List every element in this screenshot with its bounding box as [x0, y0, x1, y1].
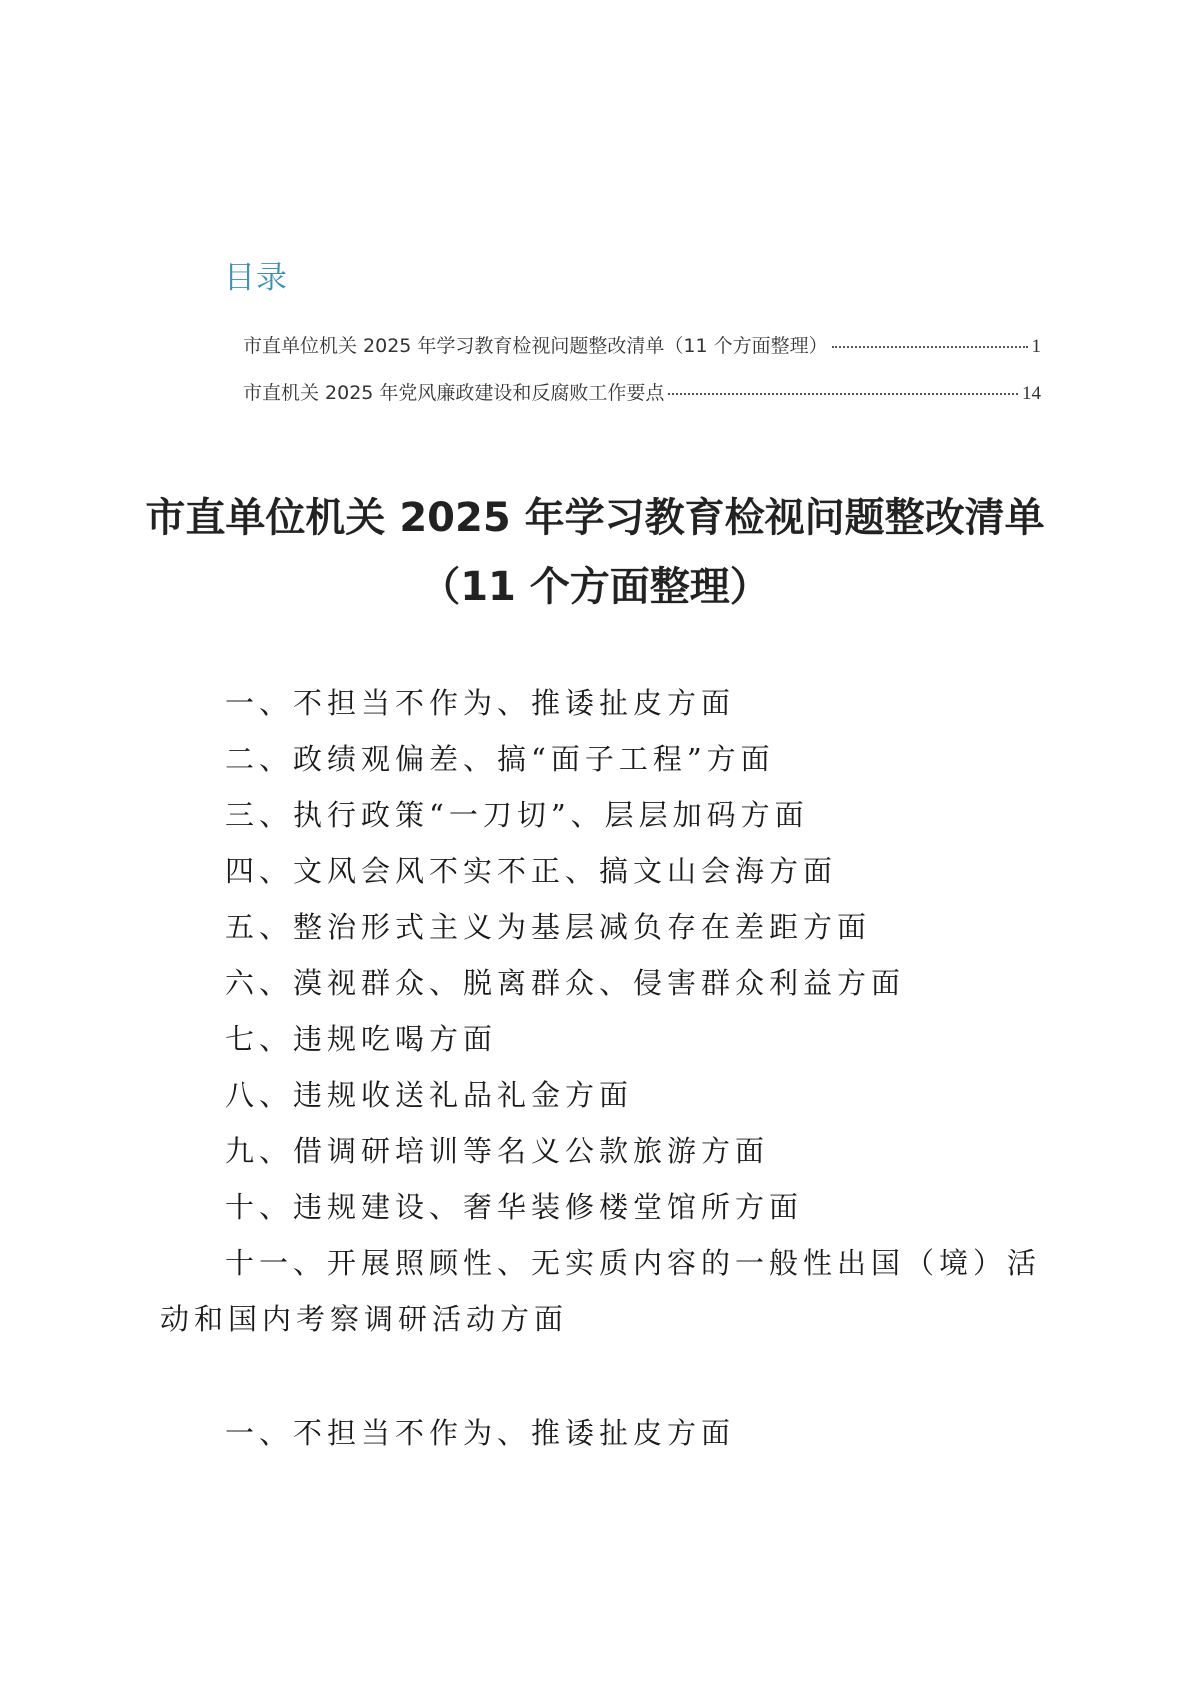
toc-dot-leader	[832, 346, 1028, 348]
toc-entry-page: 14	[1022, 383, 1041, 404]
list-item: 一、不担当不作为、推诿扯皮方面	[225, 686, 736, 720]
document-title-line-2: （11 个方面整理）	[420, 564, 770, 610]
toc-entry[interactable]	[243, 331, 1041, 361]
list-item: 九、借调研培训等名义公款旅游方面	[225, 1134, 770, 1168]
toc-entry-title: 市直机关 2025 年党风廉政建设和反腐败工作要点	[243, 382, 665, 404]
toc-heading: 目录	[224, 260, 288, 296]
list-item: 二、政绩观偏差、搞“面子工程”方面	[225, 742, 775, 776]
toc-entry-page: 1	[1031, 336, 1041, 357]
list-item: 十一、开展照顾性、无实质内容的一般性出国（境）活动和国内考察调研活动方面	[160, 1246, 1042, 1336]
list-item: 八、违规收送礼品礼金方面	[225, 1078, 634, 1112]
toc-entry[interactable]	[243, 378, 1041, 408]
list-item: 六、漠视群众、脱离群众、侵害群众利益方面	[225, 966, 906, 1000]
toc-dot-leader	[668, 393, 1018, 395]
list-item: 五、整治形式主义为基层减负存在差距方面	[225, 910, 872, 944]
list-item: 十、违规建设、奢华装修楼堂馆所方面	[225, 1190, 804, 1224]
list-item: 七、违规吃喝方面	[225, 1022, 498, 1056]
section-heading: 一、不担当不作为、推诿扯皮方面	[225, 1416, 736, 1450]
toc-entry-title: 市直单位机关 2025 年学习教育检视问题整改清单（11 个方面整理）	[243, 335, 828, 357]
list-item: 三、执行政策“一刀切”、层层加码方面	[225, 798, 809, 832]
document-title-line-1: 市直单位机关 2025 年学习教育检视问题整改清单	[145, 495, 1045, 541]
list-item: 四、文风会风不实不正、搞文山会海方面	[225, 854, 838, 888]
